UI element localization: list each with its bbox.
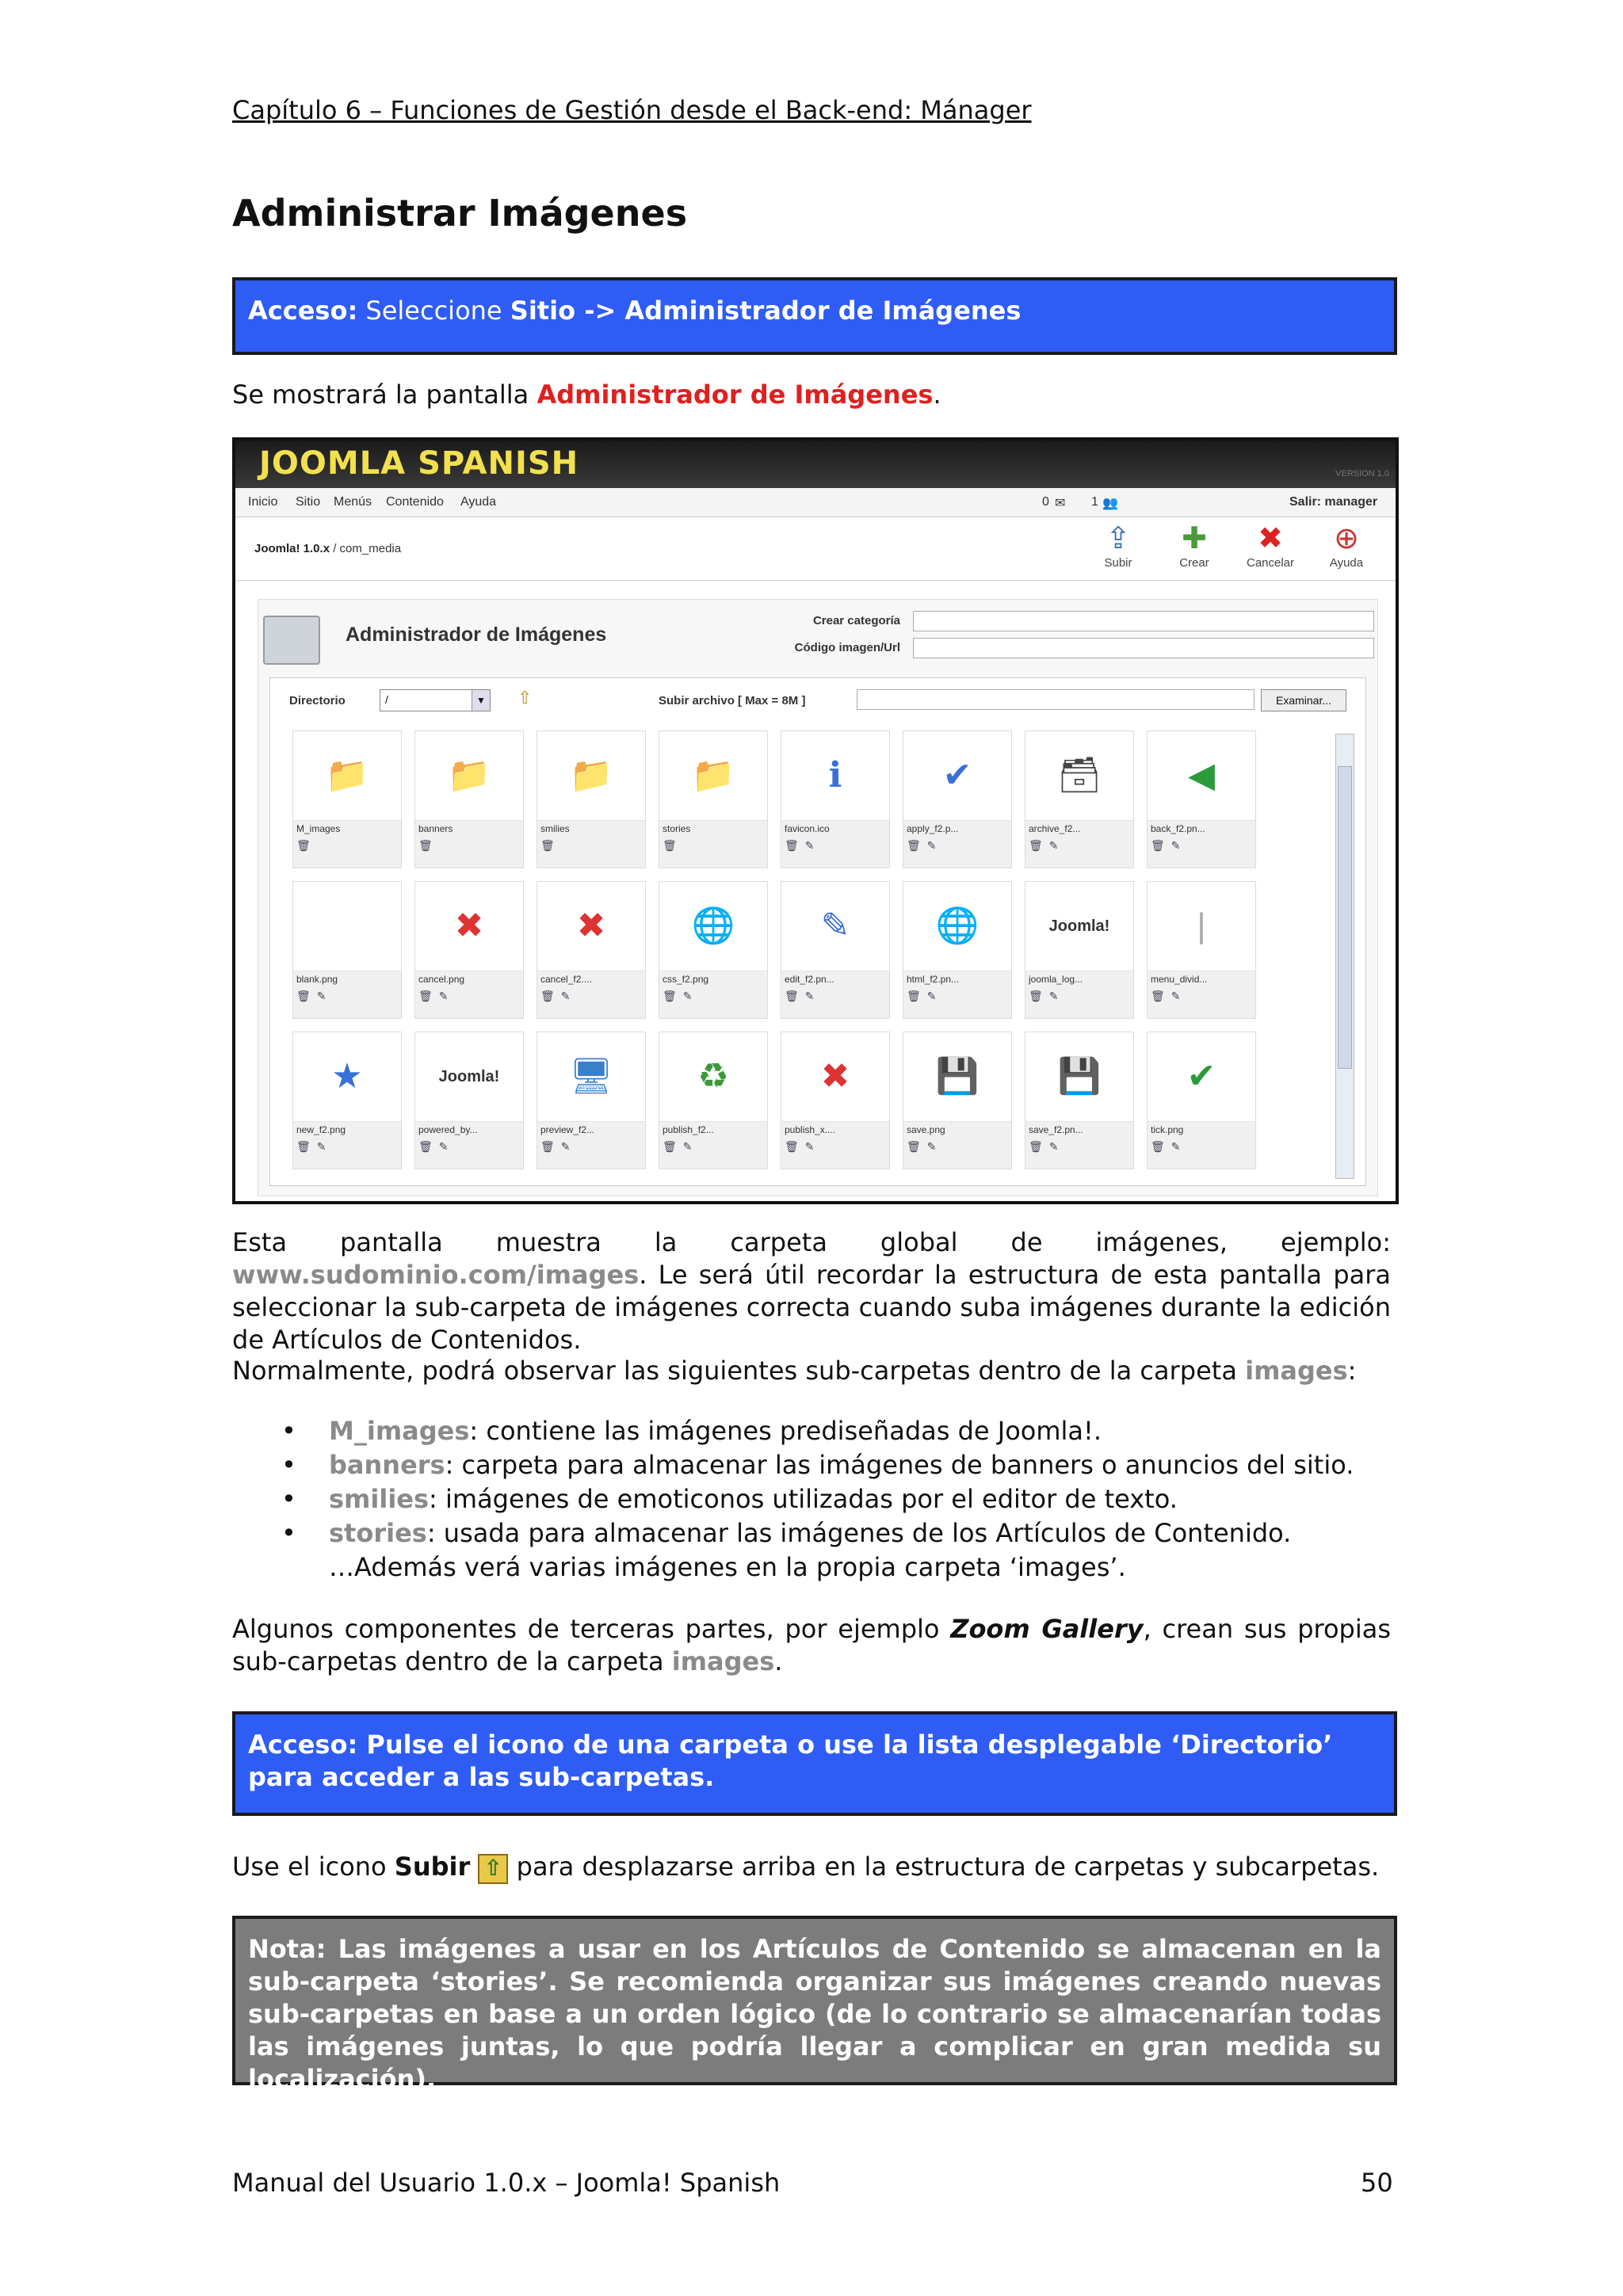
archive-icon: 🗃 <box>1025 731 1133 821</box>
list-item-name: stories <box>329 1518 427 1548</box>
back-icon: ◀ <box>1148 731 1255 821</box>
favicon-icon: ℹ <box>781 731 889 821</box>
trash-icon[interactable]: 🗑 <box>1151 990 1165 1002</box>
directory-box <box>269 677 1366 1186</box>
html-icon: 🌐 <box>903 882 1011 971</box>
trash-icon[interactable]: 🗑 <box>540 990 555 1002</box>
file-item[interactable] <box>292 881 402 1019</box>
toolbar-label: Subir <box>1104 556 1132 570</box>
toolbar-cancelar-button[interactable] <box>1239 521 1302 577</box>
menu-item-sitio[interactable]: Sitio <box>296 495 321 509</box>
users-counter[interactable]: 1 <box>1091 495 1098 509</box>
crumb-home: Joomla! 1.0.x <box>254 542 330 555</box>
p3-end: . <box>774 1646 783 1676</box>
save-icon: 💾 <box>903 1032 1011 1122</box>
pencil-icon[interactable]: ✎ <box>1170 1140 1181 1153</box>
pencil-icon[interactable]: ✎ <box>804 990 815 1002</box>
trash-icon[interactable]: 🗑 <box>418 1140 433 1153</box>
file-name: apply_f2.p... <box>907 823 959 834</box>
file-item[interactable] <box>292 1032 402 1169</box>
examinar-button[interactable]: Examinar... <box>1261 689 1346 711</box>
cancel-icon: ✖ <box>1258 522 1283 555</box>
file-input[interactable] <box>857 689 1254 710</box>
pencil-icon[interactable]: ✎ <box>560 990 571 1002</box>
list-item-desc: : carpeta para almacenar las imágenes de banners o anuncios del sitio. <box>445 1450 1354 1480</box>
upload-icon: ⇪ <box>1106 522 1131 555</box>
file-name: cancel.png <box>418 974 465 985</box>
pencil-icon[interactable]: ✎ <box>1048 1140 1059 1153</box>
breadcrumb <box>254 542 401 555</box>
toolbar-label: Cancelar <box>1246 556 1295 570</box>
media-manager-icon <box>263 616 320 665</box>
help-icon: ⊕ <box>1334 522 1359 555</box>
mail-icon[interactable]: ✉ <box>1055 497 1066 510</box>
file-name: tick.png <box>1151 1124 1184 1135</box>
access-label: Acceso: <box>248 296 358 326</box>
file-item[interactable] <box>537 881 646 1019</box>
list-item <box>232 1516 1389 1550</box>
access-box <box>232 277 1397 355</box>
file-actions <box>296 990 327 1003</box>
trash-icon[interactable]: 🗑 <box>663 839 677 852</box>
file-actions <box>907 990 937 1003</box>
scrollbar[interactable] <box>1335 734 1354 1179</box>
trash-icon[interactable]: 🗑 <box>663 990 677 1002</box>
list-tail: …Además verá varias imágenes en la propia carpeta ‘images’. <box>329 1552 1126 1582</box>
list-item-desc: : usada para almacenar las imágenes de los Artículos de Contenido. <box>426 1518 1292 1548</box>
file-actions <box>540 1140 571 1154</box>
file-item[interactable] <box>292 730 402 868</box>
powered-by-icon: Joomla! <box>415 1032 523 1122</box>
file-name: powered_by... <box>418 1124 478 1135</box>
menu-item-menus[interactable]: Menús <box>334 495 372 509</box>
list-item-desc: : contiene las imágenes prediseñadas de Joomla!. <box>469 1416 1102 1446</box>
file-name: cancel_f2.... <box>540 974 592 985</box>
directorio-value: / <box>385 693 388 706</box>
access-text: Seleccione <box>365 296 502 326</box>
cancel-icon: ✖ <box>537 882 645 971</box>
note-box <box>232 1916 1397 2094</box>
toolbar-label: Ayuda <box>1329 556 1364 570</box>
folder-icon: 📁 <box>537 731 645 821</box>
folder-icon: 📁 <box>293 731 401 821</box>
file-item[interactable] <box>1147 730 1256 868</box>
intro-paragraph <box>232 379 1391 411</box>
trash-icon[interactable]: 🗑 <box>785 1140 799 1153</box>
media-manager-screenshot <box>232 437 1399 1204</box>
chevron-down-icon: ▼ <box>472 690 490 711</box>
footer-title: Manual del Usuario 1.0.x – Joomla! Spanish <box>232 2168 781 2198</box>
p4-text-c: para desplazarse arriba en la estructura de carpetas y subcarpetas. <box>516 1852 1380 1882</box>
menu-item-ayuda[interactable]: Ayuda <box>460 495 497 509</box>
trash-icon[interactable]: 🗑 <box>1029 990 1043 1002</box>
file-item[interactable] <box>659 730 768 868</box>
chapter-header: Capítulo 6 – Funciones de Gestión desde el Back-end: Mánager <box>232 95 1032 125</box>
file-actions <box>540 839 555 852</box>
pencil-icon[interactable]: ✎ <box>1048 839 1059 852</box>
file-actions <box>1151 1140 1181 1154</box>
p3-text-a: Algunos componentes de terceras partes, por ejemplo <box>232 1614 940 1644</box>
joomla-banner <box>235 441 1396 488</box>
paragraph-subir <box>232 1851 1391 1884</box>
file-actions <box>785 990 815 1003</box>
file-actions <box>1151 990 1181 1003</box>
p2-folder: images <box>1245 1356 1348 1386</box>
pencil-icon[interactable]: ✎ <box>926 990 937 1002</box>
file-name: save.png <box>907 1124 945 1135</box>
trash-icon[interactable]: 🗑 <box>296 839 311 852</box>
save-icon: 💾 <box>1025 1032 1133 1122</box>
logout-link[interactable]: Salir: manager <box>1289 495 1378 509</box>
file-actions <box>907 839 937 852</box>
folder-up-icon: ⇧ <box>478 1854 508 1884</box>
pencil-icon[interactable]: ✎ <box>1170 839 1181 852</box>
file-name: publish_x.... <box>785 1124 836 1135</box>
pencil-icon[interactable]: ✎ <box>438 990 449 1002</box>
file-name: menu_divid... <box>1151 974 1208 985</box>
file-actions <box>663 839 677 852</box>
file-item[interactable] <box>1025 881 1134 1019</box>
file-item[interactable] <box>1025 1032 1134 1169</box>
intro-text: Se mostrará la pantalla <box>232 379 529 410</box>
publish-x-icon: ✖ <box>781 1032 889 1122</box>
access-box-2 <box>232 1711 1397 1816</box>
file-item[interactable] <box>903 1032 1012 1169</box>
file-name: banners <box>418 823 453 834</box>
create-icon: ✚ <box>1182 522 1207 555</box>
pencil-icon[interactable]: ✎ <box>804 839 815 852</box>
admin-menubar <box>235 488 1396 517</box>
file-actions <box>907 1140 937 1154</box>
joomla-logo-icon: Joomla! <box>1025 882 1133 971</box>
pencil-icon[interactable]: ✎ <box>438 1140 449 1153</box>
p1-text-a: Esta pantalla muestra la carpeta global de imágenes, ejemplo: <box>232 1227 1391 1257</box>
subfolder-list <box>232 1414 1389 1550</box>
css-icon: 🌐 <box>659 882 767 971</box>
p3-text-b: , crean sus propias sub-carpetas dentro de la carpeta <box>232 1614 1392 1676</box>
new-icon: ★ <box>293 1032 401 1122</box>
note-text: Nota: Las imágenes a usar en los Artículos de Contenido se almacenan en la sub-carpeta ‘stories’. Se recomienda organizar sus imágenes creando nuevas sub-carpetas en base a un orden lógico (de lo contrario se almacenarían todas las imágenes juntas, lo que podría llegar a complicar en gran medida su localización). <box>248 1934 1381 2094</box>
trash-icon[interactable]: 🗑 <box>1151 1140 1165 1153</box>
scrollbar-thumb[interactable] <box>1338 766 1352 1069</box>
file-item[interactable] <box>903 730 1012 868</box>
file-item[interactable] <box>1147 1032 1256 1169</box>
trash-icon[interactable]: 🗑 <box>1151 839 1165 852</box>
folder-icon: 📁 <box>659 731 767 821</box>
cancel-icon: ✖ <box>415 882 523 971</box>
toolbar-crear-button[interactable] <box>1163 521 1226 577</box>
pencil-icon[interactable]: ✎ <box>804 1140 815 1153</box>
trash-icon[interactable]: 🗑 <box>663 1140 677 1153</box>
p2-end: : <box>1347 1356 1357 1386</box>
crear-categoria-label: Crear categoría <box>812 614 900 627</box>
file-name: back_f2.pn... <box>1151 823 1205 834</box>
file-actions <box>1029 990 1059 1003</box>
toolbar-subir-button[interactable] <box>1086 521 1150 577</box>
pencil-icon[interactable]: ✎ <box>682 990 693 1002</box>
p2-text: Normalmente, podrá observar las siguientes sub-carpetas dentro de la carpeta <box>232 1356 1237 1386</box>
file-item[interactable] <box>537 1032 646 1169</box>
file-actions <box>663 1140 693 1154</box>
file-name: publish_f2... <box>663 1124 714 1135</box>
paragraph-third-party <box>232 1613 1391 1678</box>
file-name: stories <box>663 823 691 834</box>
trash-icon[interactable]: 🗑 <box>907 1140 921 1153</box>
file-name: favicon.ico <box>785 823 830 834</box>
messages-counter[interactable]: 0 <box>1042 495 1049 509</box>
crear-categoria-input[interactable] <box>913 611 1374 631</box>
toolbar-ayuda-button[interactable] <box>1315 521 1378 577</box>
joomla-logo: JOOMLA SPANISH <box>259 445 579 482</box>
blank-icon <box>293 882 401 971</box>
file-actions <box>296 1140 327 1154</box>
file-name: M_images <box>296 823 341 834</box>
access-path: Sitio -> Administrador de Imágenes <box>510 296 1022 326</box>
file-item[interactable] <box>781 730 890 868</box>
trash-icon[interactable]: 🗑 <box>540 839 555 852</box>
pencil-icon[interactable]: ✎ <box>316 990 327 1002</box>
file-actions <box>785 1140 815 1154</box>
pencil-icon[interactable]: ✎ <box>560 1140 571 1153</box>
p4-subir: Subir <box>394 1852 471 1882</box>
menu-item-inicio[interactable]: Inicio <box>248 495 278 509</box>
file-item[interactable] <box>414 881 524 1019</box>
directorio-label: Directorio <box>289 694 346 707</box>
users-icon[interactable]: 👥 <box>1102 497 1118 510</box>
file-name: css_f2.png <box>663 974 709 985</box>
pencil-icon[interactable]: ✎ <box>316 1140 327 1153</box>
intro-highlight: Administrador de Imágenes <box>537 379 934 410</box>
file-name: new_f2.png <box>296 1124 346 1135</box>
folder-icon: 📁 <box>415 731 523 821</box>
trash-icon[interactable]: 🗑 <box>418 839 433 852</box>
folder-up-icon[interactable]: ⇧ <box>517 688 533 707</box>
file-item[interactable] <box>537 730 646 868</box>
pencil-icon[interactable]: ✎ <box>682 1140 693 1153</box>
panel-title: Administrador de Imágenes <box>346 624 607 646</box>
p1-url: www.sudominio.com/images <box>232 1260 640 1290</box>
trash-icon[interactable]: 🗑 <box>296 1140 311 1153</box>
intro-end: . <box>933 379 941 410</box>
trash-icon[interactable]: 🗑 <box>540 1140 555 1153</box>
paragraph-global-folder <box>232 1226 1391 1356</box>
file-actions <box>663 990 693 1003</box>
file-actions <box>1029 1140 1059 1154</box>
file-item[interactable] <box>903 881 1012 1019</box>
trash-icon[interactable]: 🗑 <box>418 990 433 1002</box>
file-item[interactable] <box>781 881 890 1019</box>
pencil-icon[interactable]: ✎ <box>1048 990 1059 1002</box>
trash-icon[interactable]: 🗑 <box>785 990 799 1002</box>
file-name: save_f2.pn... <box>1029 1124 1083 1135</box>
file-actions <box>1151 839 1181 852</box>
p3-folder: images <box>671 1646 775 1676</box>
file-item[interactable] <box>414 730 524 868</box>
paragraph-subfolders <box>232 1355 1391 1387</box>
trash-icon[interactable]: 🗑 <box>1029 1140 1043 1153</box>
file-name: archive_f2... <box>1029 823 1081 834</box>
access-2-text: Acceso: Pulse el icono de una carpeta o use la lista desplegable ‘Directorio’ para acceder a las sub-carpetas. <box>248 1730 1333 1792</box>
file-item[interactable] <box>781 1032 890 1169</box>
p1-text-b: . Le será útil recordar la estructura de esta pantalla para seleccionar la sub-carpeta de imágenes correcta cuando suba imágenes durante la edición de Artículos de Contenidos. <box>232 1260 1391 1355</box>
list-item <box>232 1448 1389 1482</box>
trash-icon[interactable]: 🗑 <box>785 839 799 852</box>
file-actions <box>418 839 433 852</box>
p4-text-a: Use el icono <box>232 1852 387 1882</box>
file-actions <box>785 839 815 852</box>
directorio-select[interactable] <box>380 689 491 711</box>
trash-icon[interactable]: 🗑 <box>296 990 311 1002</box>
list-item-name: smilies <box>329 1484 430 1514</box>
list-item <box>232 1414 1389 1448</box>
edit-icon: ✎ <box>781 882 889 971</box>
file-name: preview_f2... <box>540 1124 595 1135</box>
toolbar-label: Crear <box>1179 556 1209 570</box>
file-actions <box>1029 839 1059 852</box>
p3-emphasis: Zoom Gallery <box>950 1614 1144 1644</box>
file-actions <box>540 990 571 1003</box>
page-number: 50 <box>1361 2168 1393 2198</box>
file-item[interactable] <box>659 1032 768 1169</box>
publish-icon: ♻ <box>659 1032 767 1122</box>
menu-item-contenido[interactable]: Contenido <box>386 495 444 509</box>
file-actions <box>296 839 311 852</box>
version-label: VERSION 1.0 <box>1335 469 1389 479</box>
list-item-name: banners <box>329 1450 445 1480</box>
file-name: joomla_log... <box>1029 974 1083 985</box>
file-name: blank.png <box>296 974 338 985</box>
file-item[interactable] <box>659 881 768 1019</box>
trash-icon[interactable]: 🗑 <box>907 839 921 852</box>
file-name: smilies <box>540 823 570 834</box>
crumb-path: / com_media <box>333 542 402 555</box>
page-title: Administrar Imágenes <box>232 192 688 235</box>
trash-icon[interactable]: 🗑 <box>907 990 921 1002</box>
file-name: html_f2.pn... <box>907 974 960 985</box>
file-item[interactable] <box>414 1032 524 1169</box>
codigo-input[interactable] <box>913 638 1374 658</box>
file-actions <box>418 1140 449 1154</box>
pencil-icon[interactable]: ✎ <box>926 1140 937 1153</box>
file-item[interactable] <box>1147 881 1256 1019</box>
codigo-label: Código imagen/Url <box>794 641 900 654</box>
file-item[interactable] <box>1025 730 1134 868</box>
file-name: edit_f2.pn... <box>785 974 834 985</box>
media-panel <box>258 599 1378 1196</box>
apply-icon: ✔ <box>903 731 1011 821</box>
pencil-icon[interactable]: ✎ <box>926 839 937 852</box>
list-item-name: M_images <box>329 1416 470 1446</box>
trash-icon[interactable]: 🗑 <box>1029 839 1043 852</box>
preview-icon: 🖥 <box>537 1032 645 1122</box>
toolbar-divider <box>235 580 1396 581</box>
pencil-icon[interactable]: ✎ <box>1170 990 1181 1002</box>
list-item-desc: : imágenes de emoticonos utilizadas por el editor de texto. <box>429 1484 1178 1514</box>
list-item <box>232 1482 1389 1516</box>
tick-icon: ✔ <box>1148 1032 1255 1122</box>
divider-icon: | <box>1148 882 1255 971</box>
file-actions <box>418 990 449 1003</box>
subir-archivo-label: Subir archivo [ Max = 8M ] <box>659 694 806 707</box>
